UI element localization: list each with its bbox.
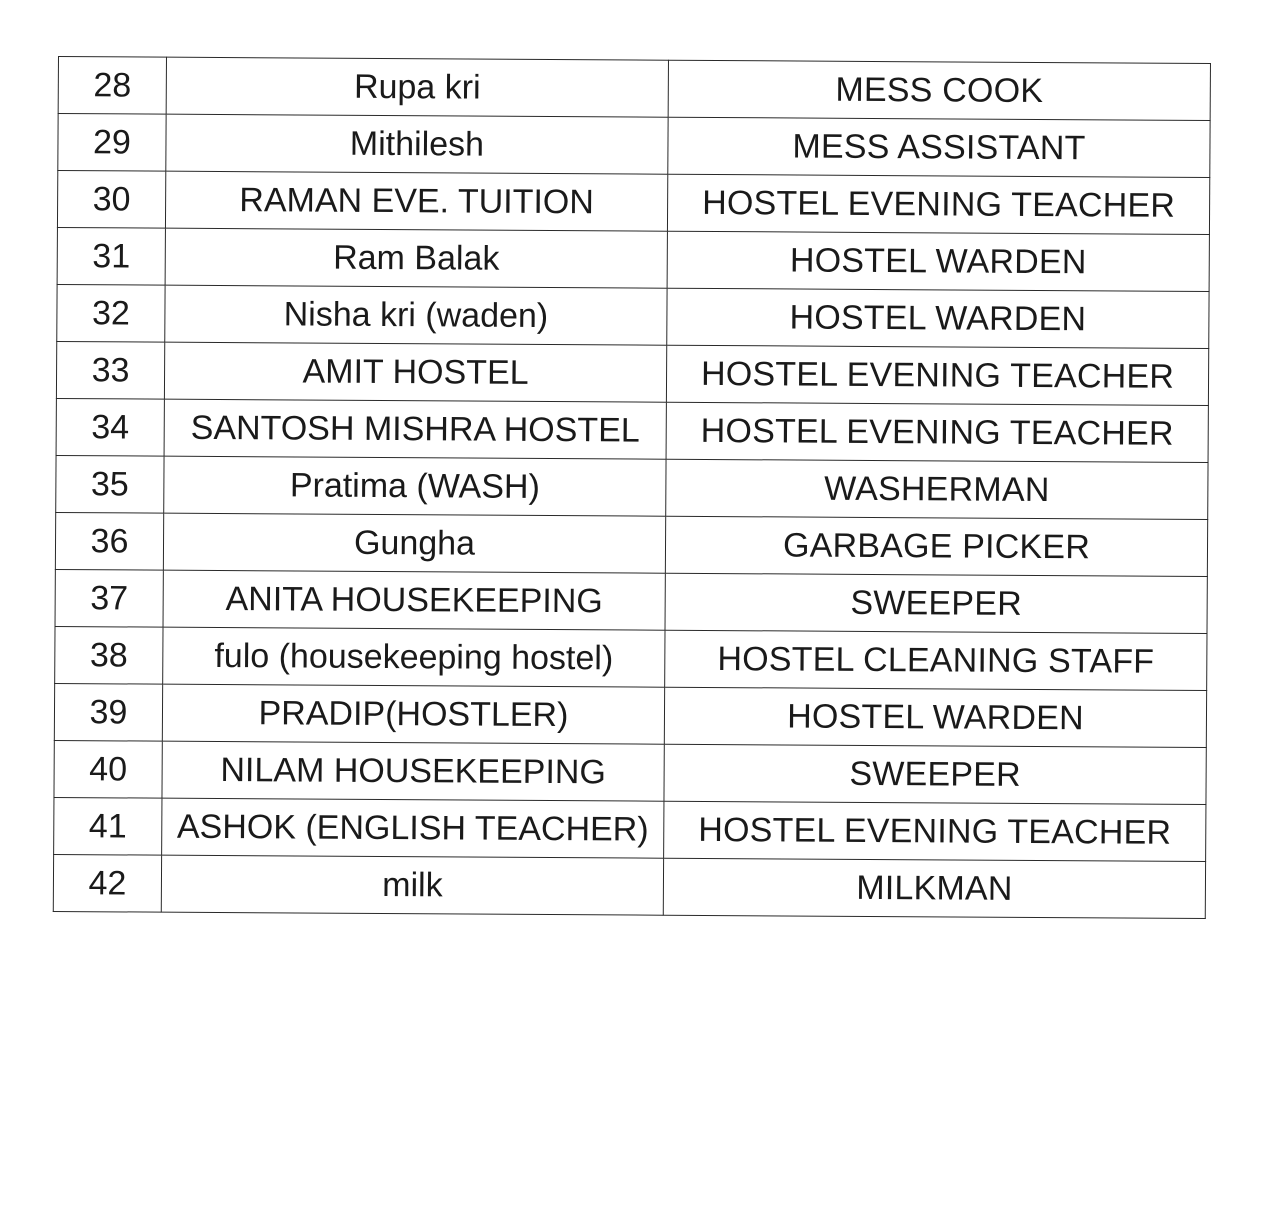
- serial-number-cell: 32: [57, 284, 165, 342]
- serial-number-cell: 31: [57, 227, 165, 285]
- staff-table: [53, 56, 1211, 919]
- staff-role-cell: HOSTEL EVENING TEACHER: [667, 174, 1209, 234]
- staff-role-cell: HOSTEL EVENING TEACHER: [664, 801, 1206, 861]
- staff-name-cell: Nisha kri (waden): [165, 285, 667, 345]
- table-row: [58, 114, 1210, 178]
- table-row: [58, 57, 1210, 121]
- staff-role-cell: HOSTEL WARDEN: [667, 288, 1209, 348]
- serial-number-cell: 29: [58, 114, 166, 172]
- staff-role-cell: MESS ASSISTANT: [668, 117, 1210, 177]
- staff-role-cell: SWEEPER: [665, 573, 1207, 633]
- staff-role-cell: SWEEPER: [664, 744, 1206, 804]
- staff-name-cell: fulo (housekeeping hostel): [163, 627, 665, 687]
- table-row: [57, 284, 1209, 348]
- staff-table-container: [53, 56, 1210, 919]
- table-row: [56, 341, 1208, 405]
- table-row: [57, 227, 1209, 291]
- serial-number-cell: 30: [57, 171, 165, 229]
- staff-name-cell: ASHOK (ENGLISH TEACHER): [162, 798, 664, 858]
- staff-name-cell: PRADIP(HOSTLER): [162, 684, 664, 744]
- staff-name-cell: RAMAN EVE. TUITION: [165, 171, 667, 231]
- staff-role-cell: GARBAGE PICKER: [665, 516, 1207, 576]
- serial-number-cell: 42: [53, 854, 161, 912]
- staff-role-cell: MESS COOK: [668, 60, 1210, 120]
- staff-name-cell: Ram Balak: [165, 228, 667, 288]
- staff-name-cell: AMIT HOSTEL: [164, 342, 666, 402]
- table-row: [54, 683, 1206, 747]
- serial-number-cell: 41: [54, 797, 162, 855]
- table-row: [56, 398, 1208, 462]
- staff-role-cell: HOSTEL EVENING TEACHER: [666, 402, 1208, 462]
- table-row: [54, 797, 1206, 861]
- table-row: [55, 626, 1207, 690]
- table-row: [55, 569, 1207, 633]
- staff-name-cell: Rupa kri: [166, 57, 668, 117]
- serial-number-cell: 39: [54, 683, 162, 741]
- staff-name-cell: Mithilesh: [166, 114, 668, 174]
- serial-number-cell: 34: [56, 398, 164, 456]
- staff-name-cell: NILAM HOUSEKEEPING: [162, 741, 664, 801]
- staff-role-cell: MILKMAN: [663, 858, 1205, 918]
- table-row: [54, 740, 1206, 804]
- serial-number-cell: 40: [54, 740, 162, 798]
- table-row: [55, 512, 1207, 576]
- serial-number-cell: 33: [56, 341, 164, 399]
- staff-role-cell: HOSTEL CLEANING STAFF: [665, 630, 1207, 690]
- staff-role-cell: HOSTEL EVENING TEACHER: [666, 345, 1208, 405]
- serial-number-cell: 28: [58, 57, 166, 115]
- staff-name-cell: Pratima (WASH): [164, 456, 666, 516]
- staff-name-cell: milk: [161, 855, 663, 915]
- serial-number-cell: 35: [56, 455, 164, 513]
- staff-role-cell: WASHERMAN: [666, 459, 1208, 519]
- table-row: [56, 455, 1208, 519]
- serial-number-cell: 36: [55, 512, 163, 570]
- staff-name-cell: Gungha: [163, 513, 665, 573]
- staff-name-cell: ANITA HOUSEKEEPING: [163, 570, 665, 630]
- table-row: [57, 171, 1209, 235]
- staff-role-cell: HOSTEL WARDEN: [664, 687, 1206, 747]
- serial-number-cell: 37: [55, 569, 163, 627]
- serial-number-cell: 38: [55, 626, 163, 684]
- staff-name-cell: SANTOSH MISHRA HOSTEL: [164, 399, 666, 459]
- table-row: [53, 854, 1205, 918]
- staff-role-cell: HOSTEL WARDEN: [667, 231, 1209, 291]
